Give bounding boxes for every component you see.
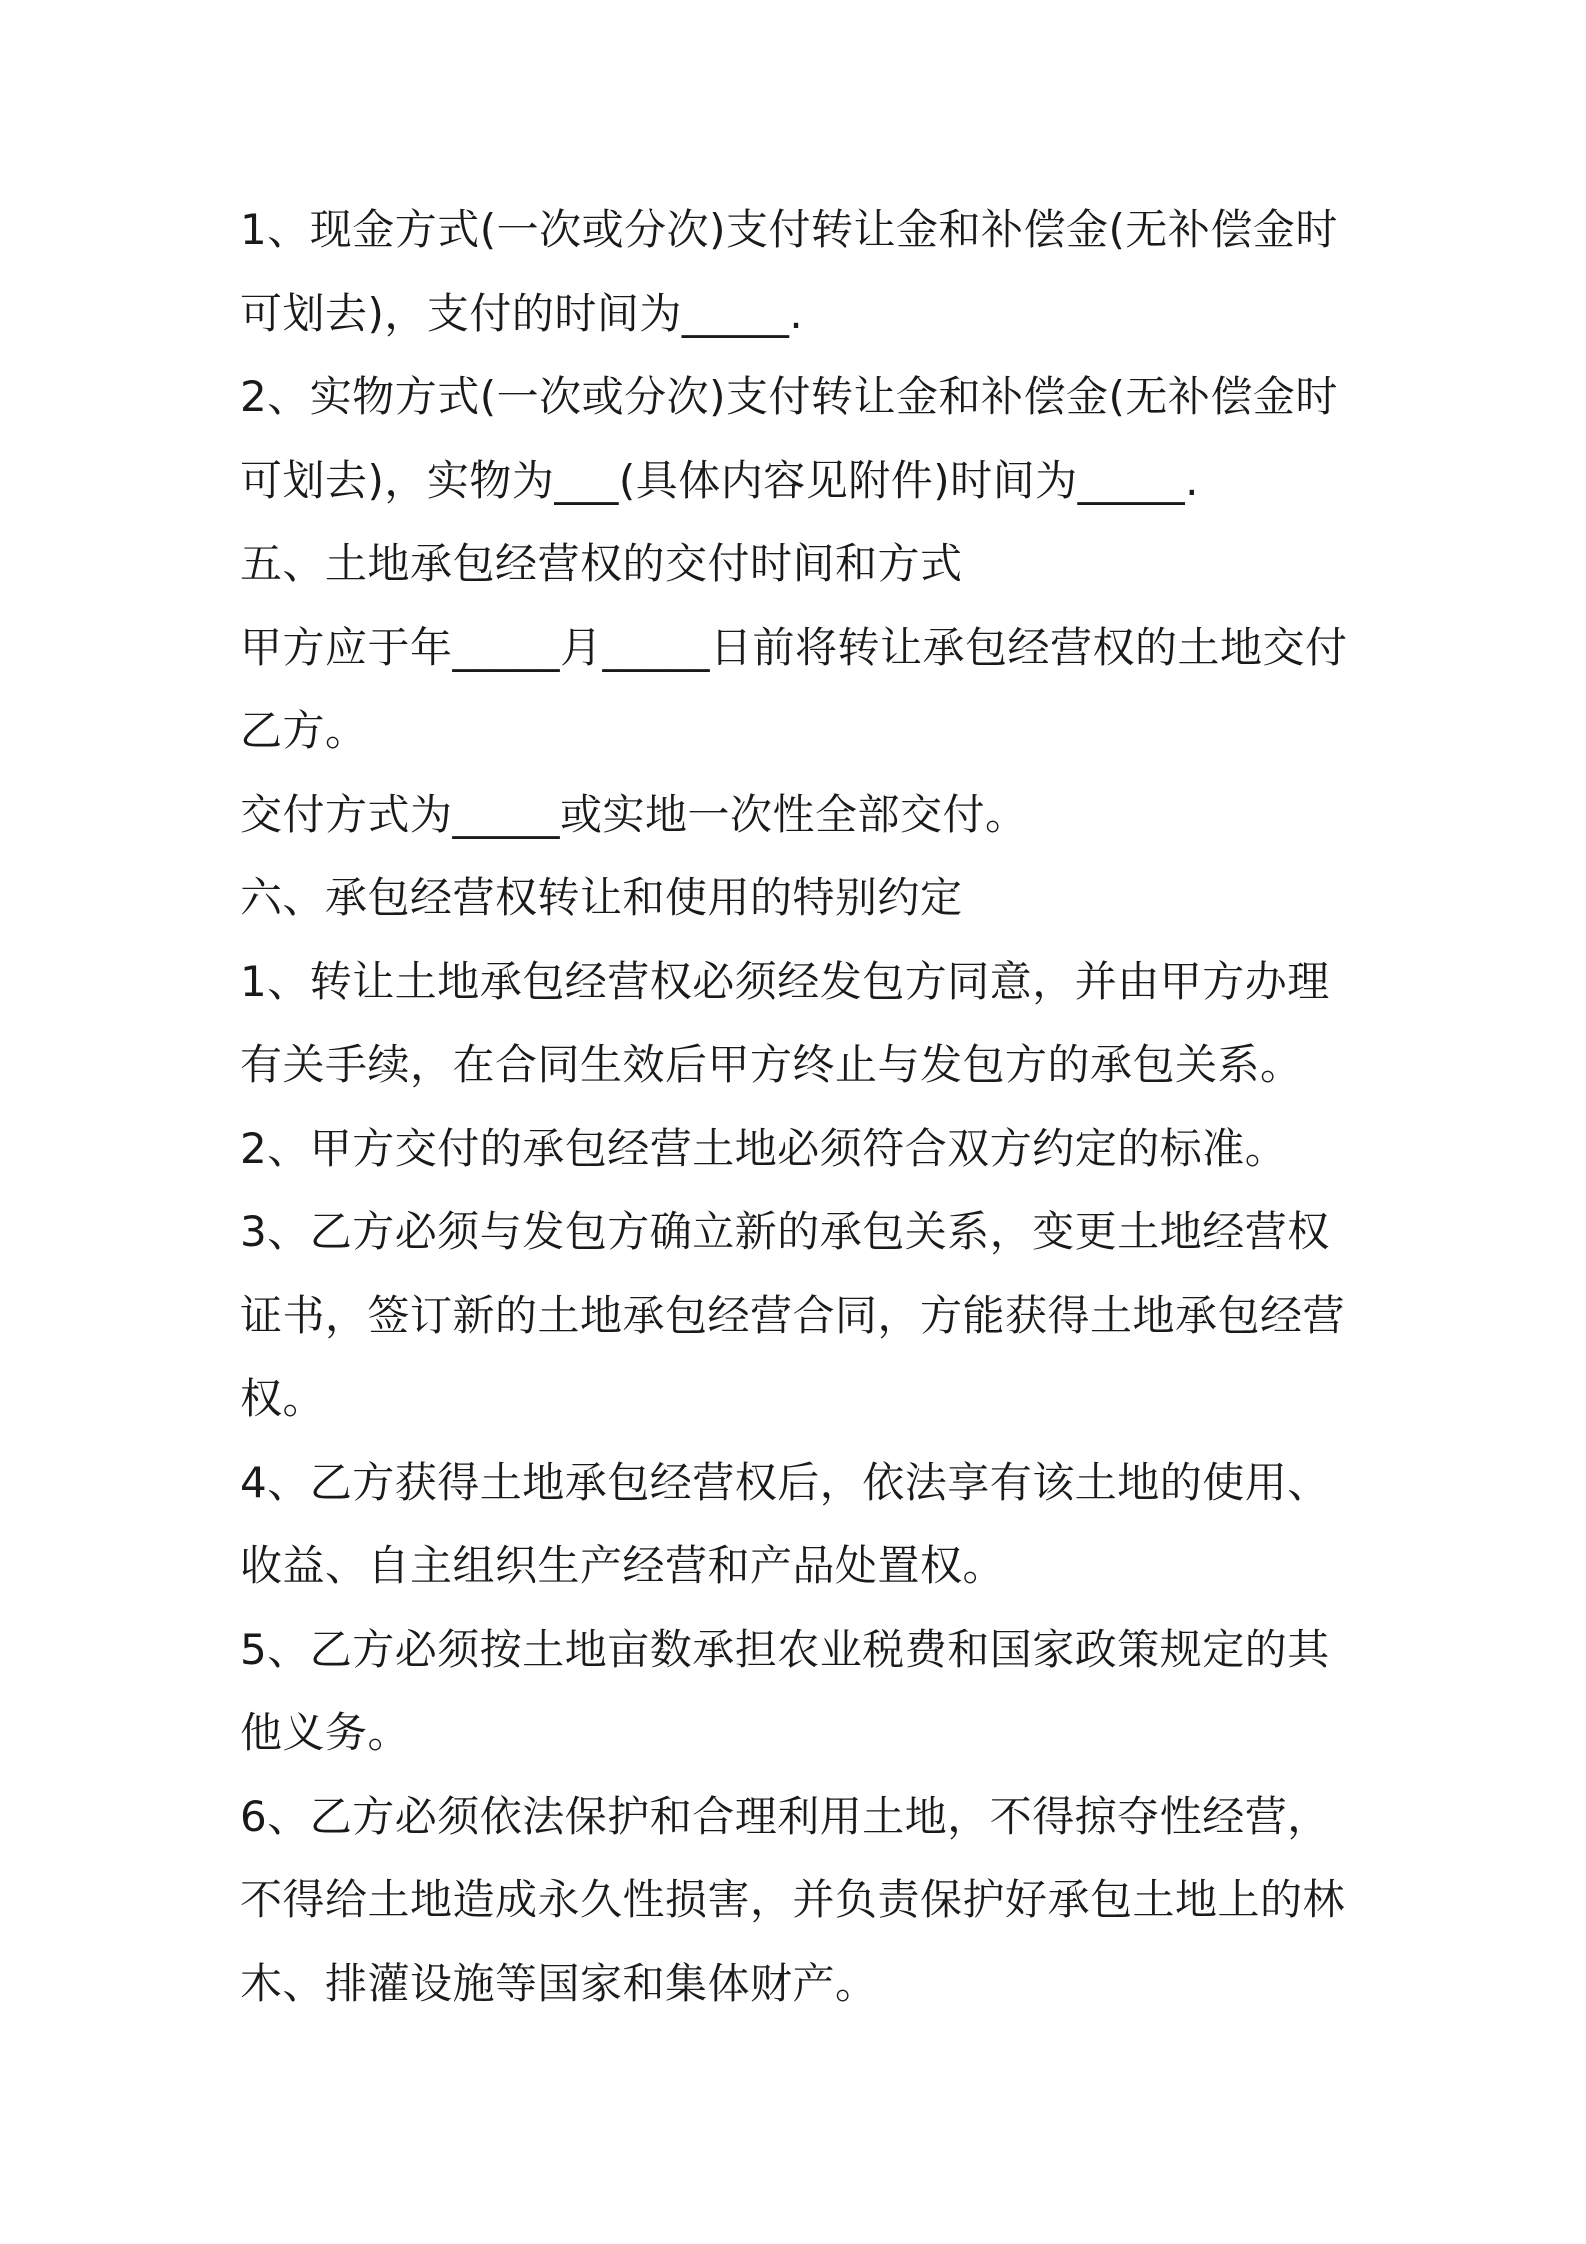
text-line: 3、乙方必须与发包方确立新的承包关系，变更土地经营权: [240, 1207, 1330, 1256]
text-line: 权。: [240, 1374, 326, 1423]
payment-in-kind-clause: [240, 355, 1360, 522]
text-line: 他义务。: [240, 1708, 411, 1757]
section-heading-delivery: [240, 522, 1360, 606]
delivery-date-clause: [240, 606, 1360, 773]
text-line: 甲方应于年_____月_____日前将转让承包经营权的土地交付: [240, 622, 1348, 672]
delivery-method-clause: [240, 773, 1360, 857]
document-body: [240, 188, 1360, 2025]
text-line: 6、乙方必须依法保护和合理利用土地，不得掠夺性经营，: [240, 1791, 1330, 1841]
text-line: 1、现金方式(一次或分次)支付转让金和补偿金(无补偿金时: [240, 205, 1338, 254]
text-line: 交付方式为_____或实地一次性全部交付。: [240, 789, 1028, 839]
text-line: 可划去)，实物为___(具体内容见附件)时间为_____.: [240, 455, 1200, 505]
special-term-4: [240, 1441, 1360, 1608]
special-term-3: [240, 1190, 1360, 1441]
text-line: 不得给土地造成永久性损害，并负责保护好承包土地上的林: [240, 1875, 1346, 1924]
text-line: 收益、自主组织生产经营和产品处置权。: [240, 1541, 1006, 1590]
section-heading-special-terms: [240, 856, 1360, 940]
special-term-2: [240, 1107, 1360, 1191]
section-heading: 五、土地承包经营权的交付时间和方式: [240, 539, 963, 588]
special-term-5: [240, 1608, 1360, 1775]
text-line: 4、乙方获得土地承包经营权后，依法享有该土地的使用、: [240, 1457, 1330, 1507]
section-heading: 六、承包经营权转让和使用的特别约定: [240, 873, 963, 922]
text-line: 证书，签订新的土地承包经营合同，方能获得土地承包经营: [240, 1290, 1346, 1340]
text-line: 有关手续，在合同生效后甲方终止与发包方的承包关系。: [240, 1040, 1303, 1089]
payment-cash-clause: [240, 188, 1360, 355]
special-term-6: [240, 1775, 1360, 2026]
text-line: 乙方。: [240, 706, 368, 755]
text-line: 5、乙方必须按土地亩数承担农业税费和国家政策规定的其: [240, 1624, 1330, 1674]
special-term-1: [240, 940, 1360, 1107]
text-line: 木、排灌设施等国家和集体财产。: [240, 1958, 878, 2008]
text-line: 1、转让土地承包经营权必须经发包方同意，并由甲方办理: [240, 956, 1330, 1006]
text-line: 2、实物方式(一次或分次)支付转让金和补偿金(无补偿金时: [240, 372, 1338, 421]
text-line: 可划去)，支付的时间为_____.: [240, 288, 804, 338]
text-line: 2、甲方交付的承包经营土地必须符合双方约定的标准。: [240, 1123, 1288, 1173]
